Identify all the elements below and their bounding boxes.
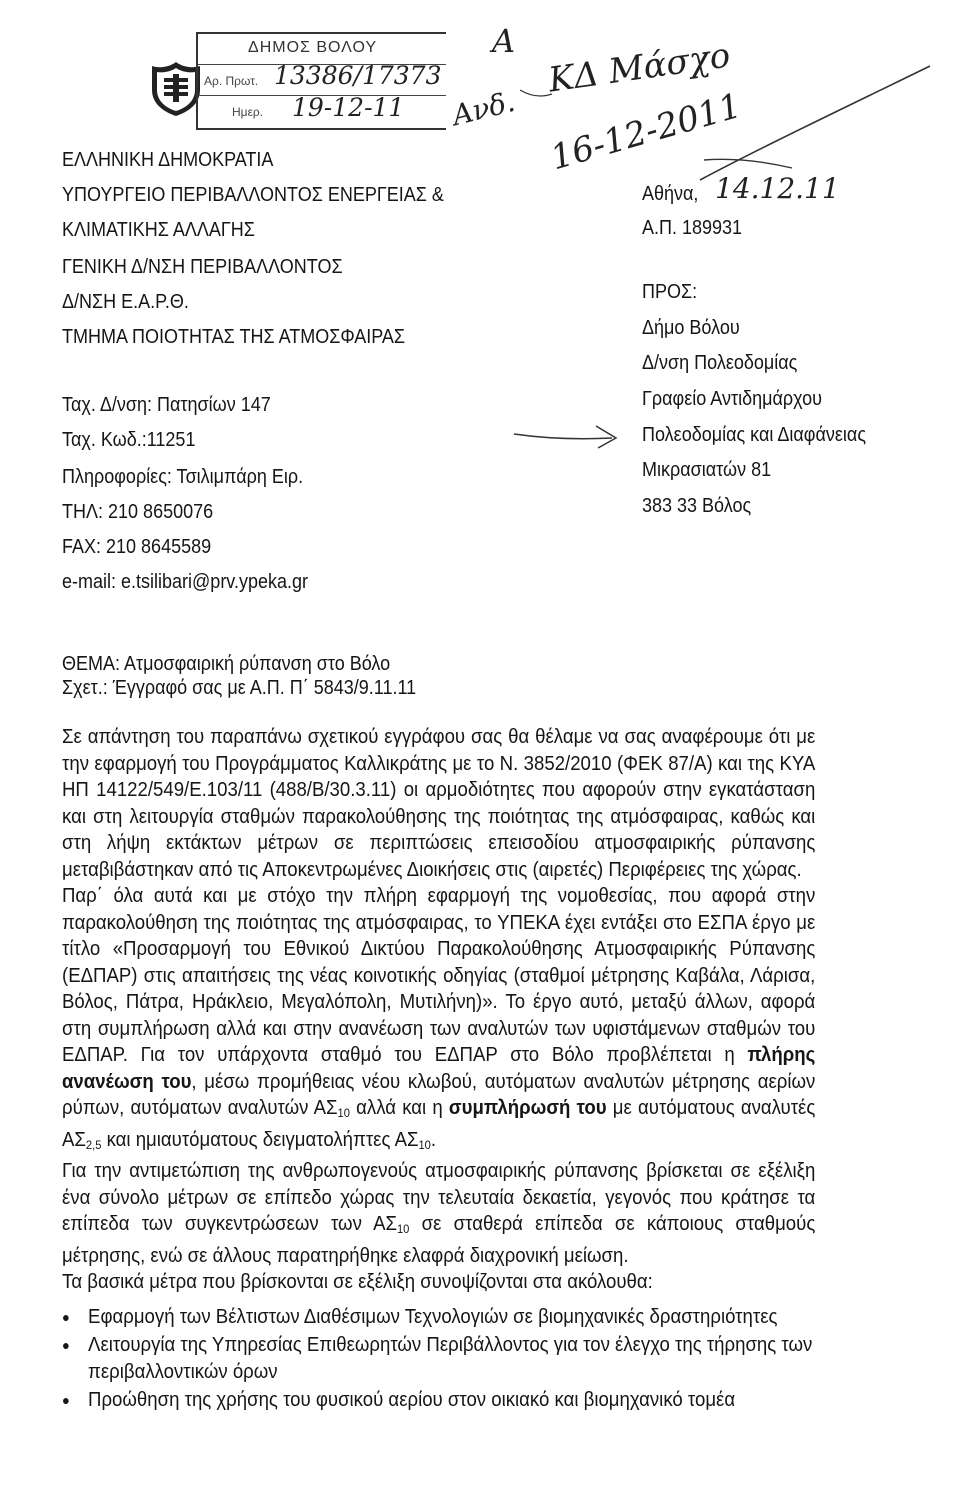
letter-body <box>62 724 815 1416</box>
handwritten-arrow-note: Ανδ. <box>448 84 519 133</box>
paragraph-1: Σε απάντηση του παραπάνω σχετικού εγγράφου σας θα θέλαμε να σας αναφέρουμε ότι με την εφαρμογή του Προγράμματος Καλλικράτης με το Ν. 3852/2010 (ΦΕΚ 87/Α) και της ΚΥΑ ΗΠ 14122/549/Ε.103/11 (488/Β/30.3.11) οι αρμοδιότητες που αφορούν στην εγκατάσταση και στη λειτουργία σταθμών παρακολούθησης της ποιότητας της ατμόσφαιρας, καθώς και στη λήψη εκτάκτων μέτρων σε περιπτώσεις επεισοδίου ατμοσφαιρικής ρύπανσης μεταβιβάστηκαν από τις Αποκεντρωμένες Διοικήσεις στις (αιρετές) Περιφέρειες της χώρας. <box>62 726 816 881</box>
paragraph-2-text: με αυτόματους αναλυτές ΑΣ <box>62 1097 816 1151</box>
recipient-line: Δ/νση Πολεοδομίας <box>642 352 798 374</box>
header-line: ΤΜΗΜΑ ΠΟΙΟΤΗΤΑΣ ΤΗΣ ΑΤΜΟΣΦΑΙΡΑΣ <box>62 326 406 348</box>
subscript-25: 2,5 <box>85 1137 102 1152</box>
handwritten-date-note: 16-12-2011 <box>546 85 746 179</box>
contact-info: Πληροφορίες: Τσιλιμπάρη Ειρ. <box>62 466 304 488</box>
header-line: Δ/ΝΣΗ Ε.Α.Ρ.Θ. <box>62 291 189 313</box>
paragraph-2-bold-completion: συμπλήρωσή του <box>448 1097 607 1119</box>
stamp-prot-number: 13386/17373 <box>274 61 442 90</box>
list-item: ● Εφαρμογή των Βέλτιστων Διαθέσιμων Τεχνολογιών σε βιομηχανικές δραστηριότητες <box>62 1304 815 1331</box>
stamp-date-label: Ημερ. <box>232 105 264 119</box>
paragraph-2-text: Παρ΄ όλα αυτά και με στόχο την πλήρη εφαρμογή της νομοθεσίας, που αφορά στην παρακολούθηση της ποιότητας της ατμόσφαιρας, το ΥΠΕΚΑ έχει εντάξει στο ΕΣΠΑ έργο με τίτλο «Προσαρμογή του Εθνικού Δικτύου Παρακολούθησης Ατμοσφαιρικής Ρύπανσης (ΕΔΠΑΡ) στις απαιτήσεις της νέας κοινοτικής οδηγίας (σταθμοί μέτρησης Καβάλα, Λάρισα, Βόλος, Πάτρα, Ηράκλειο, Μεγαλόπολη, Μυτιλήνη)». Το έργο αυτό, μεταξύ άλλων, αφορά στη συμπλήρωση αλλά και στην ανανέωση των αναλυτών των υφιστάμενων σταθμών του ΕΔΠΑΡ. Για τον υπάρχοντα σταθμό του ΕΔΠΑΡ στο Βόλο προβλέπεται η <box>62 885 816 1066</box>
paragraph-3-text: σε σταθερά επίπεδα σε κάποιους σταθμούς μέτρησης, ενώ σε άλλους παρατηρήθηκε ελαφρά διαχρονική μείωση. <box>62 1213 816 1267</box>
subscript-10: 10 <box>337 1106 350 1120</box>
paragraph-2-text: και ημιαυτόματους δειγματολήπτες ΑΣ <box>101 1128 419 1151</box>
recipient-line: Πολεοδομίας και Διαφάνειας <box>642 424 867 446</box>
paragraph-3 <box>62 1158 815 1269</box>
subject-line: ΘΕΜΑ: Ατμοσφαιρική ρύπανση στο Βόλο <box>62 653 391 675</box>
list-item: ● Προώθηση της χρήσης του φυσικού αερίου στον οικιακό και βιομηχανικό τομέα <box>62 1387 815 1414</box>
paragraph-2-text: . <box>430 1128 437 1151</box>
recipient-line: Μικρασιατών 81 <box>642 459 772 481</box>
header-line: ΓΕΝΙΚΗ Δ/ΝΣΗ ΠΕΡΙΒΑΛΛΟΝΤΟΣ <box>62 256 343 278</box>
paragraph-2-bold-renewal: πλήρης ανανέωση του <box>62 1044 816 1093</box>
stamp-title: ΔΗΜΟΣ ΒΟΛΟΥ <box>248 39 378 56</box>
subscript-10: 10 <box>396 1222 410 1236</box>
athens-label: Αθήνα, <box>642 183 699 205</box>
protocol-number: Α.Π. 189931 <box>642 217 743 239</box>
recipient-line: 383 33 Βόλος <box>642 495 752 517</box>
handwritten-top-note: ΚΔ Μάσχο <box>546 35 733 101</box>
header-line: ΥΠΟΥΡΓΕΙΟ ΠΕΡΙΒΑΛΛΟΝΤΟΣ ΕΝΕΡΓΕΙΑΣ & <box>62 184 444 206</box>
handwritten-athens-date: 14.12.11 <box>715 172 840 205</box>
contact-postcode: Ταχ. Κωδ.:11251 <box>62 429 196 451</box>
paragraph-2-text: αλλά και η <box>349 1097 449 1119</box>
contact-phone: ΤΗΛ: 210 8650076 <box>62 501 214 523</box>
header-line: ΕΛΛΗΝΙΚΗ ΔΗΜΟΚΡΑΤΙΑ <box>62 149 274 171</box>
contact-email[interactable]: e-mail: e.tsilibari@prv.ypeka.gr <box>62 571 309 593</box>
stamp-prot-label: Αρ. Πρωτ. <box>204 74 259 88</box>
stamp-letter: A <box>492 22 516 60</box>
list-item: ● Λειτουργία της Υπηρεσίας Επιθεωρητών Περιβάλλοντος για τον έλεγχο της τήρησης των περιβαλλοντικών όρων <box>62 1332 815 1385</box>
header-line: ΚΛΙΜΑΤΙΚΗΣ ΑΛΛΑΓΗΣ <box>62 219 255 241</box>
recipient-line: Γραφείο Αντιδημάρχου <box>642 388 822 410</box>
contact-fax: FAX: 210 8645589 <box>62 536 212 558</box>
paragraph-4: Τα βασικά μέτρα που βρίσκονται σε εξέλιξη συνοψίζονται στα ακόλουθα: <box>62 1271 653 1293</box>
reference-line: Σχετ.: Έγγραφό σας με Α.Π. Π΄ 5843/9.11.11 <box>62 677 417 699</box>
arrow-icon <box>512 412 622 452</box>
paragraph-3-text: Για την αντιμετώπιση της ανθρωπογενούς ατμοσφαιρικής ρύπανσης βρίσκεται σε εξέλιξη ένα σύνολο μέτρων σε επίπεδο χώρας την τελευταία δεκαετία, γεγονός που κράτησε τα επίπεδα των συγκεντρώσεων των ΑΣ <box>62 1160 816 1235</box>
contact-address: Ταχ. Δ/νση: Πατησίων 147 <box>62 394 271 416</box>
subscript-10: 10 <box>418 1137 431 1152</box>
paragraph-2-text: , μέσω προμήθειας νέου κλωβού, αυτόματων αναλυτών μέτρησης αερίων ρύπων, αυτόματων αναλυτών ΑΣ <box>62 1070 816 1119</box>
paragraph-2 <box>62 883 815 1158</box>
recipient-line: Δήμο Βόλου <box>642 317 740 339</box>
stamp-date-value: 19-12-11 <box>292 93 405 122</box>
recipient-label: ΠΡΟΣ: <box>642 281 698 303</box>
